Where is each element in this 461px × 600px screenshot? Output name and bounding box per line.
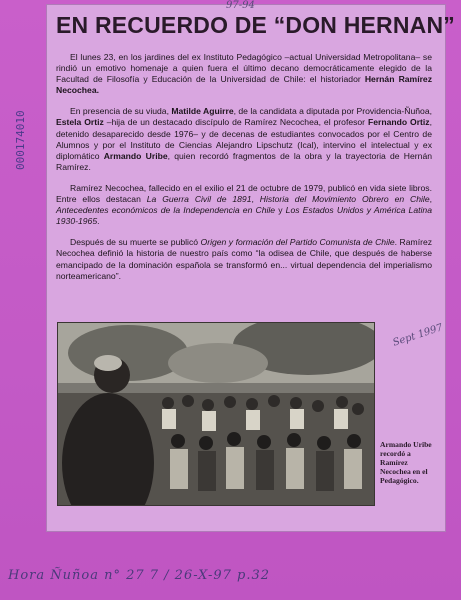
paragraph-3: Ramírez Necochea, fallecido en el exilio el 21 de octubre de 1979, publicó en vida siete libros. Entre ellos destacan La Guerra Civil de 1891, Historia del Movimiento Obrero en Chile, Antecedentes económicos de la Independencia en Chile y Los Estados Unidos y América Latina 1930-1965. <box>56 182 433 227</box>
article-title: EN RECUERDO DE “DON HERNAN” <box>56 12 455 38</box>
handwritten-source-note: Hora Ñuñoa n° 27 7 / 26-X-97 p.32 <box>8 568 271 583</box>
paragraph-2: En presencia de su viuda, Matilde Aguirre, de la candidata a diputada por Providencia-Ñuñoa, Estela Ortiz –hija de un destacado discípulo de Ramírez Necochea, el profesor Fernando Ortiz, detenido desaparecido desde 1976– y de decenas de estudiantes convocados por el Centro de Alumnos y por el Instituto de Ciencias Alejandro Lipschutz (Ical), intervino el intelectual y ex diplomático Armando Uribe, quien recordó fragmentos de la obra y la trayectoria de Hernán Ramírez. <box>56 106 432 172</box>
paragraph-4: Después de su muerte se publicó Origen y formación del Partido Comunista de Chile. Ramírez Necochea definió la historia de nuestro país como “la odisea de Chile, que después de haberse emancipado de la dominación española se transformó en... virtual dependencia del imperialismo norteamericano”. <box>56 237 433 281</box>
article-body <box>56 52 432 292</box>
handwritten-top-note: 97-94 <box>226 0 255 11</box>
photo-caption: Armando Uribe recordó a Ramírez Necochea en el Pedagógico. <box>380 440 432 485</box>
event-photo <box>57 322 375 506</box>
handwritten-photo-note: Sept 1997 <box>391 322 445 349</box>
archive-number-stamp: 000174010 <box>14 110 27 170</box>
photo-illustration <box>58 323 374 505</box>
paragraph-1: El lunes 23, en los jardines del ex Instituto Pedagógico –actual Universidad Metropolitana– se rindió un emotivo homenaje a quien fuera el último decano democráticamente elegido de la Facultad de Filosofía y Educación de la Universidad de Chile: el historiador Hernán Ramírez Necochea. <box>56 52 433 96</box>
